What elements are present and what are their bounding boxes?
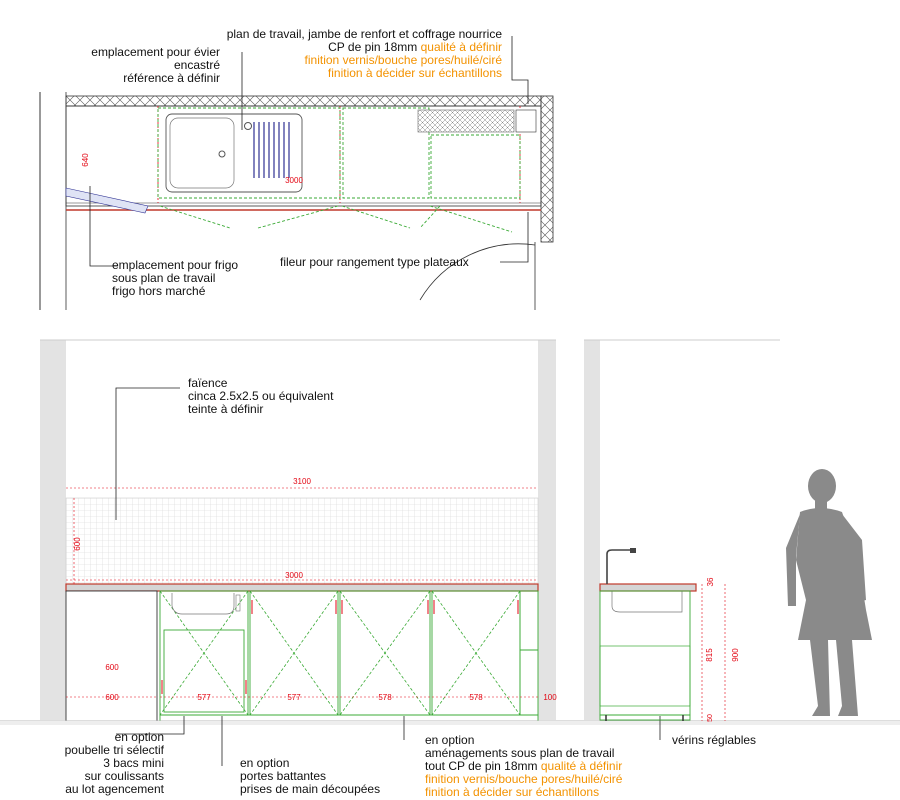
filler-note-text: fileur pour rangement type plateaux: [280, 255, 469, 269]
elev-dim-w3: 578: [378, 693, 392, 702]
doors-note-line3: prises de main découpées: [240, 782, 381, 796]
elev-dim-w2: 577: [287, 693, 301, 702]
worktop-note-samples: finition à décider sur échantillons: [327, 66, 502, 80]
fridge-note-line1: emplacement pour frigo: [112, 258, 239, 272]
elev-dim-fridge-h: 600: [105, 663, 119, 672]
sink-note-line3: référence à définir: [123, 71, 220, 85]
section-dim-body: 815: [705, 648, 714, 662]
worktop-note: [180, 28, 502, 80]
plan-right-wall: [541, 96, 553, 242]
tile-note-line2: cinca 2.5x2.5 ou équivalent: [188, 389, 334, 403]
section-dim-plinth: 50: [707, 714, 714, 722]
doors-note-line2: portes battantes: [240, 769, 327, 783]
under-note-finish: finition vernis/bouche pores/huilé/ciré: [425, 772, 623, 786]
elev-worktop: [66, 584, 538, 591]
plan-tray-rack: [418, 110, 514, 132]
worktop-note-line1: plan de travail, jambe de renfort et coffrage nourrice: [226, 27, 502, 41]
bin-note-line3: 3 bacs mini: [103, 756, 164, 770]
plan-back-wall: [66, 96, 541, 106]
elev-dim-filler: 100: [543, 693, 557, 702]
plan-dim-depth: 640: [81, 153, 90, 167]
under-note: [425, 734, 622, 799]
worktop-note-material: CP de pin 18mm: [328, 40, 421, 54]
fridge-note-line3: frigo hors marché: [112, 284, 206, 298]
tile-note: [188, 377, 333, 416]
under-note-material: tout CP de pin 18mm: [425, 759, 541, 773]
tile-note-line1: faïence: [188, 376, 228, 390]
plan-dim-length: 3000: [285, 176, 303, 185]
section-dim-top: 36: [706, 577, 715, 587]
under-note-samples: finition à décider sur échantillons: [425, 785, 600, 799]
under-note-line2: aménagements sous plan de travail: [425, 746, 615, 760]
under-note-quality: qualité à définir: [540, 759, 623, 773]
sink-note-line1: emplacement pour évier: [91, 45, 220, 59]
tile-note-line3: teinte à définir: [188, 402, 264, 416]
bin-note: [30, 731, 164, 796]
elevation-view: [0, 340, 900, 766]
feet-note: [672, 734, 756, 747]
bin-note-line4: sur coulissants: [84, 769, 164, 783]
under-note-line1: en option: [425, 733, 475, 747]
bin-note-line5: au lot agencement: [65, 782, 164, 796]
section-wall: [584, 340, 600, 720]
fridge-note: [112, 259, 238, 298]
doors-note-line1: en option: [240, 756, 290, 770]
worktop-note-quality: qualité à définir: [420, 40, 502, 54]
feet-note-text: vérins réglables: [672, 733, 757, 747]
elev-dim-w4: 578: [469, 693, 483, 702]
elev-right-wall: [538, 340, 556, 720]
elev-dim-splash: 600: [73, 537, 82, 551]
section-dim-total: 900: [731, 648, 740, 662]
elev-dim-worktop: 3000: [285, 571, 303, 580]
filler-note: [280, 256, 469, 269]
bin-note-line2: poubelle tri sélectif: [64, 743, 164, 757]
section-view: [584, 340, 872, 722]
person-silhouette: [786, 469, 872, 716]
elev-dim-w1: 577: [197, 693, 211, 702]
bin-note-line1: en option: [114, 730, 164, 744]
elev-dim-fridge-w: 600: [105, 693, 119, 702]
elev-dim-wall: 3100: [293, 477, 311, 486]
fridge-note-line2: sous plan de travail: [112, 271, 216, 285]
sink-note-line2: encastré: [173, 58, 220, 72]
elev-left-wall: [40, 340, 66, 720]
worktop-note-finish: finition vernis/bouche pores/huilé/ciré: [304, 53, 502, 67]
doors-note: [240, 757, 380, 796]
sink-note: [60, 46, 220, 85]
